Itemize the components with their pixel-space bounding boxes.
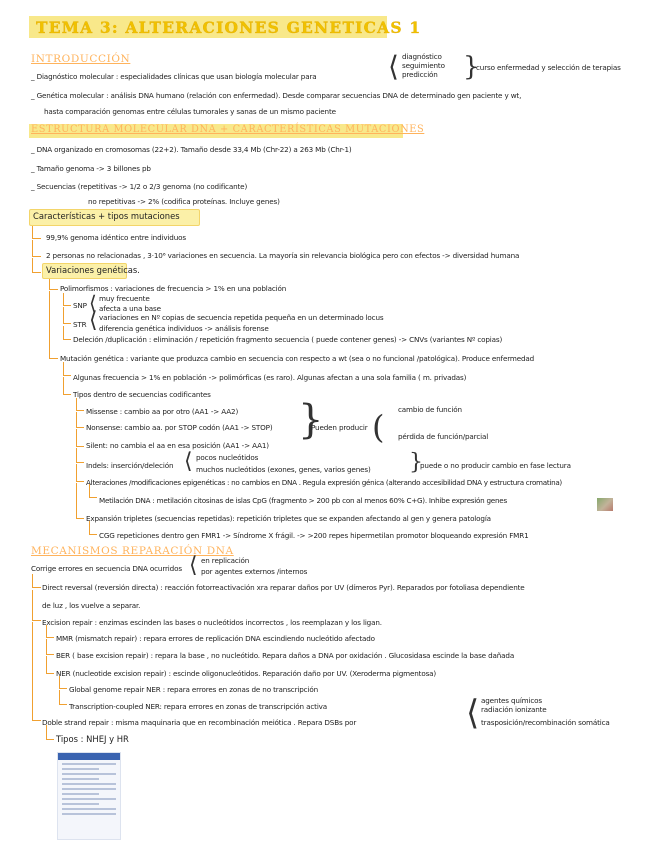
text-ber: BER ( base excision repair) : repara la base , no nucleótido. Repara daños a DNA por oxidación . Glucosidasa escinde la base dañada bbox=[56, 651, 515, 660]
arrow-connector bbox=[49, 279, 58, 290]
arrow-connector bbox=[63, 326, 71, 340]
text-genetica-molecular: _ Genética molecular : análisis DNA humano (relación con enfermedad). Desde comparar secuencias DNA de determinado gen paciente y wt, bbox=[31, 91, 522, 100]
bracket-item: diferencia genética individuos -> análisis forense bbox=[99, 324, 269, 333]
bracket-left: ⟨ bbox=[466, 693, 480, 733]
arrow-connector bbox=[76, 464, 84, 482]
arrow-connector bbox=[59, 676, 67, 689]
text-indels: Indels: inserción/deleción bbox=[86, 461, 174, 470]
section-heading-estructura: ESTRUCTURA MOLECULAR DNA + CARACTERÍSTICAS MUTACIONES bbox=[31, 124, 425, 135]
text-no-repetitivas: no repetitivas -> 2% (codifica proteínas. Incluye genes) bbox=[88, 197, 280, 206]
text-polimorfismos: Polimorfismos : variaciones de frecuencia > 1% en una población bbox=[60, 284, 287, 293]
arrow-connector bbox=[76, 412, 84, 428]
text-str: STR bbox=[73, 320, 87, 329]
bracket-item: en replicación bbox=[201, 556, 250, 565]
bracket-left: ⟨ bbox=[388, 50, 399, 83]
text-snp: SNP bbox=[73, 301, 87, 310]
arrow-connector bbox=[46, 625, 54, 638]
brace-right: } bbox=[298, 397, 324, 443]
bracket-item: trasposición/recombinación somática bbox=[481, 718, 610, 727]
thumbnail-image bbox=[597, 498, 613, 511]
page-title: TEMA 3: ALTERACIONES GENETICAS 1 bbox=[36, 18, 422, 37]
text-algunas-frecuencia: Algunas frecuencia > 1% en población -> polimórficas (es raro). Algunas afectan a una sola familia ( m. privadas) bbox=[73, 373, 467, 382]
bracket-item: seguimiento bbox=[402, 61, 445, 70]
bracket-item: radiación ionizante bbox=[481, 705, 547, 714]
arrow-connector bbox=[89, 521, 97, 535]
bracket-item: muy frecuente bbox=[99, 294, 150, 303]
text-pueden-producir: Pueden producir bbox=[311, 423, 368, 432]
bracket-item: pérdida de función/parcial bbox=[398, 432, 489, 441]
bracket-item: agentes químicos bbox=[481, 696, 543, 705]
bracket-item: cambio de función bbox=[398, 405, 462, 414]
subheading-caracteristicas: Características + tipos mutaciones bbox=[33, 211, 180, 221]
bracket-left: ⟨ bbox=[89, 291, 97, 315]
text-excision-repair: Excision repair : enzimas escinden las bases o nucleótidos incorrectos , los reemplazan y los ligan. bbox=[42, 618, 382, 627]
text-missense: Missense : cambio aa por otro (AA1 -> AA2) bbox=[86, 407, 239, 416]
arrow-connector bbox=[63, 377, 71, 395]
text-dna-organizado: _ DNA organizado en cromosomas (22+2). Tamaño desde 33,4 Mb (Chr-22) a 263 Mb (Chr-1) bbox=[31, 145, 352, 154]
bracket-item: por agentes externos /internos bbox=[201, 567, 308, 576]
text-dos-personas: 2 personas no relacionadas , 3·10⁶ variaciones en secuencia. La mayoría sin relevancia biológica pero con efectos -> diversidad humana bbox=[46, 251, 520, 260]
text-transcription-coupled: Transcription-coupled NER: repara errores en zonas de transcripción activa bbox=[69, 702, 328, 711]
arrow-connector bbox=[63, 307, 71, 324]
arrow-connector bbox=[32, 226, 41, 239]
text-diagnostico-molecular: _ Diagnóstico molecular : especialidades clínicas que usan biología molecular para bbox=[31, 72, 317, 81]
text-corrige-errores: Corrige errores en secuencia DNA ocurridos bbox=[31, 564, 182, 573]
section-heading-mecanismos: MECANISMOS REPARACIÓN DNA bbox=[31, 545, 234, 557]
bracket-item: predicción bbox=[402, 70, 438, 79]
text-mutacion-genetica: Mutación genética : variante que produzca cambio en secuencia con respecto a wt (sea o no funcional /patológica). Produce enfermedad bbox=[60, 354, 535, 363]
bracket-left: ⟨ bbox=[184, 449, 193, 474]
text-nonsense: Nonsense: cambio aa. por STOP codón (AA1 -> STOP) bbox=[86, 423, 273, 432]
text-curso-enfermedad: curso enfermedad y selección de terapias bbox=[476, 63, 621, 72]
subheading-variaciones: Variaciones genéticas. bbox=[46, 265, 140, 275]
arrow-connector bbox=[49, 291, 58, 359]
text-delecion-duplicacion: Deleción /duplicación : eliminación / repetición fragmento secuencia ( puede contener genes) -> CNVs (variantes Nº copias) bbox=[73, 335, 503, 344]
arrow-connector bbox=[32, 258, 41, 273]
text-tamano-genoma: _ Tamaño genoma -> 3 billones pb bbox=[31, 164, 151, 173]
text-direct-reversal: Direct reversal (reversión directa) : reacción fotorreactivación xra reparar daños por UV (dímeros Pyr). Reparados por fotoliasa dependiente bbox=[42, 583, 525, 592]
text-alteraciones-epigeneticas: Alteraciones /modificaciones epigenéticas : no cambios en DNA . Regula expresión génica (alterando accesibilidad DNA y estructura cromatina) bbox=[86, 478, 562, 487]
text-double-strand-repair: Doble strand repair : misma maquinaria que en recombinación meiótica . Repara DSBs por bbox=[42, 718, 357, 727]
bracket-left: ⟨ bbox=[89, 308, 98, 333]
brace-right: } bbox=[409, 450, 423, 475]
text-direct-reversal-cont: de luz , los vuelve a separar. bbox=[42, 601, 141, 610]
text-secuencias: _ Secuencias (repetitivas -> 1/2 o 2/3 genoma (no codificante) bbox=[31, 182, 248, 191]
text-expansion-tripletes: Expansión tripletes (secuencias repetidas): repetición tripletes que se expanden afectando al gen y genera patología bbox=[86, 514, 491, 523]
arrow-connector bbox=[32, 574, 41, 588]
bracket-item: pocos nucleótidos bbox=[196, 453, 259, 462]
arrow-connector bbox=[76, 429, 84, 447]
bracket-left: ⟨ bbox=[189, 553, 198, 578]
arrow-connector bbox=[63, 362, 71, 376]
brace-right: } bbox=[463, 52, 480, 82]
text-comparacion-genomas: hasta comparación genomas entre células tumorales y sanas de un mismo paciente bbox=[44, 107, 336, 116]
text-genoma-identico: 99,9% genoma idéntico entre individuos bbox=[46, 233, 186, 242]
arrow-connector bbox=[32, 622, 41, 721]
arrow-connector bbox=[76, 448, 84, 463]
arrow-connector bbox=[46, 656, 54, 674]
arrow-connector bbox=[46, 639, 54, 655]
bracket-item: variaciones en Nº copias de secuencia repetida pequeña en un determinado locus bbox=[99, 313, 384, 322]
arrow-connector bbox=[76, 483, 84, 519]
text-tipos-nhej-hr: Tipos : NHEJ y HR bbox=[56, 734, 129, 744]
arrow-connector bbox=[76, 398, 84, 411]
text-silent: Silent: no cambia el aa en esa posición (AA1 -> AA1) bbox=[86, 441, 269, 450]
section-heading-introduccion: INTRODUCCIÓN bbox=[31, 53, 131, 65]
arrow-connector bbox=[46, 725, 54, 740]
arrow-connector bbox=[89, 484, 97, 498]
table-image bbox=[57, 752, 121, 840]
text-global-genome-repair: Global genome repair NER : repara errores en zonas de no transcripción bbox=[69, 685, 318, 694]
bracket-left: ( bbox=[372, 408, 385, 446]
arrow-connector bbox=[32, 590, 41, 621]
arrow-connector bbox=[63, 293, 71, 306]
text-tipos-secuencias: Tipos dentro de secuencias codificantes bbox=[73, 390, 211, 399]
arrow-connector bbox=[32, 240, 41, 257]
bracket-item: afecta a una base bbox=[99, 304, 161, 313]
text-ner: NER (nucleotide excision repair) : escinde oligonucleótidos. Reparación daño por UV. (Xeroderma pigmentosa) bbox=[56, 669, 437, 678]
text-fase-lectura: puede o no producir cambio en fase lectura bbox=[420, 461, 571, 470]
text-metilacion-dna: Metilación DNA : metilación citosinas de islas CpG (fragmento > 200 pb con al menos 60% C+G). Inhibe expresión genes bbox=[99, 496, 507, 505]
text-cgg-repeticiones: CGG repeticiones dentro gen FMR1 -> Síndrome X frágil. -> >200 repes hipermetilan promotor bloqueando expresión FMR1 bbox=[99, 531, 529, 540]
bracket-item: diagnóstico bbox=[402, 52, 442, 61]
text-mmr: MMR (mismatch repair) : repara errores de replicación DNA escindiendo nucleótido afectado bbox=[56, 634, 375, 643]
arrow-connector bbox=[59, 690, 67, 705]
bracket-item: muchos nucleótidos (exones, genes, varios genes) bbox=[196, 465, 371, 474]
